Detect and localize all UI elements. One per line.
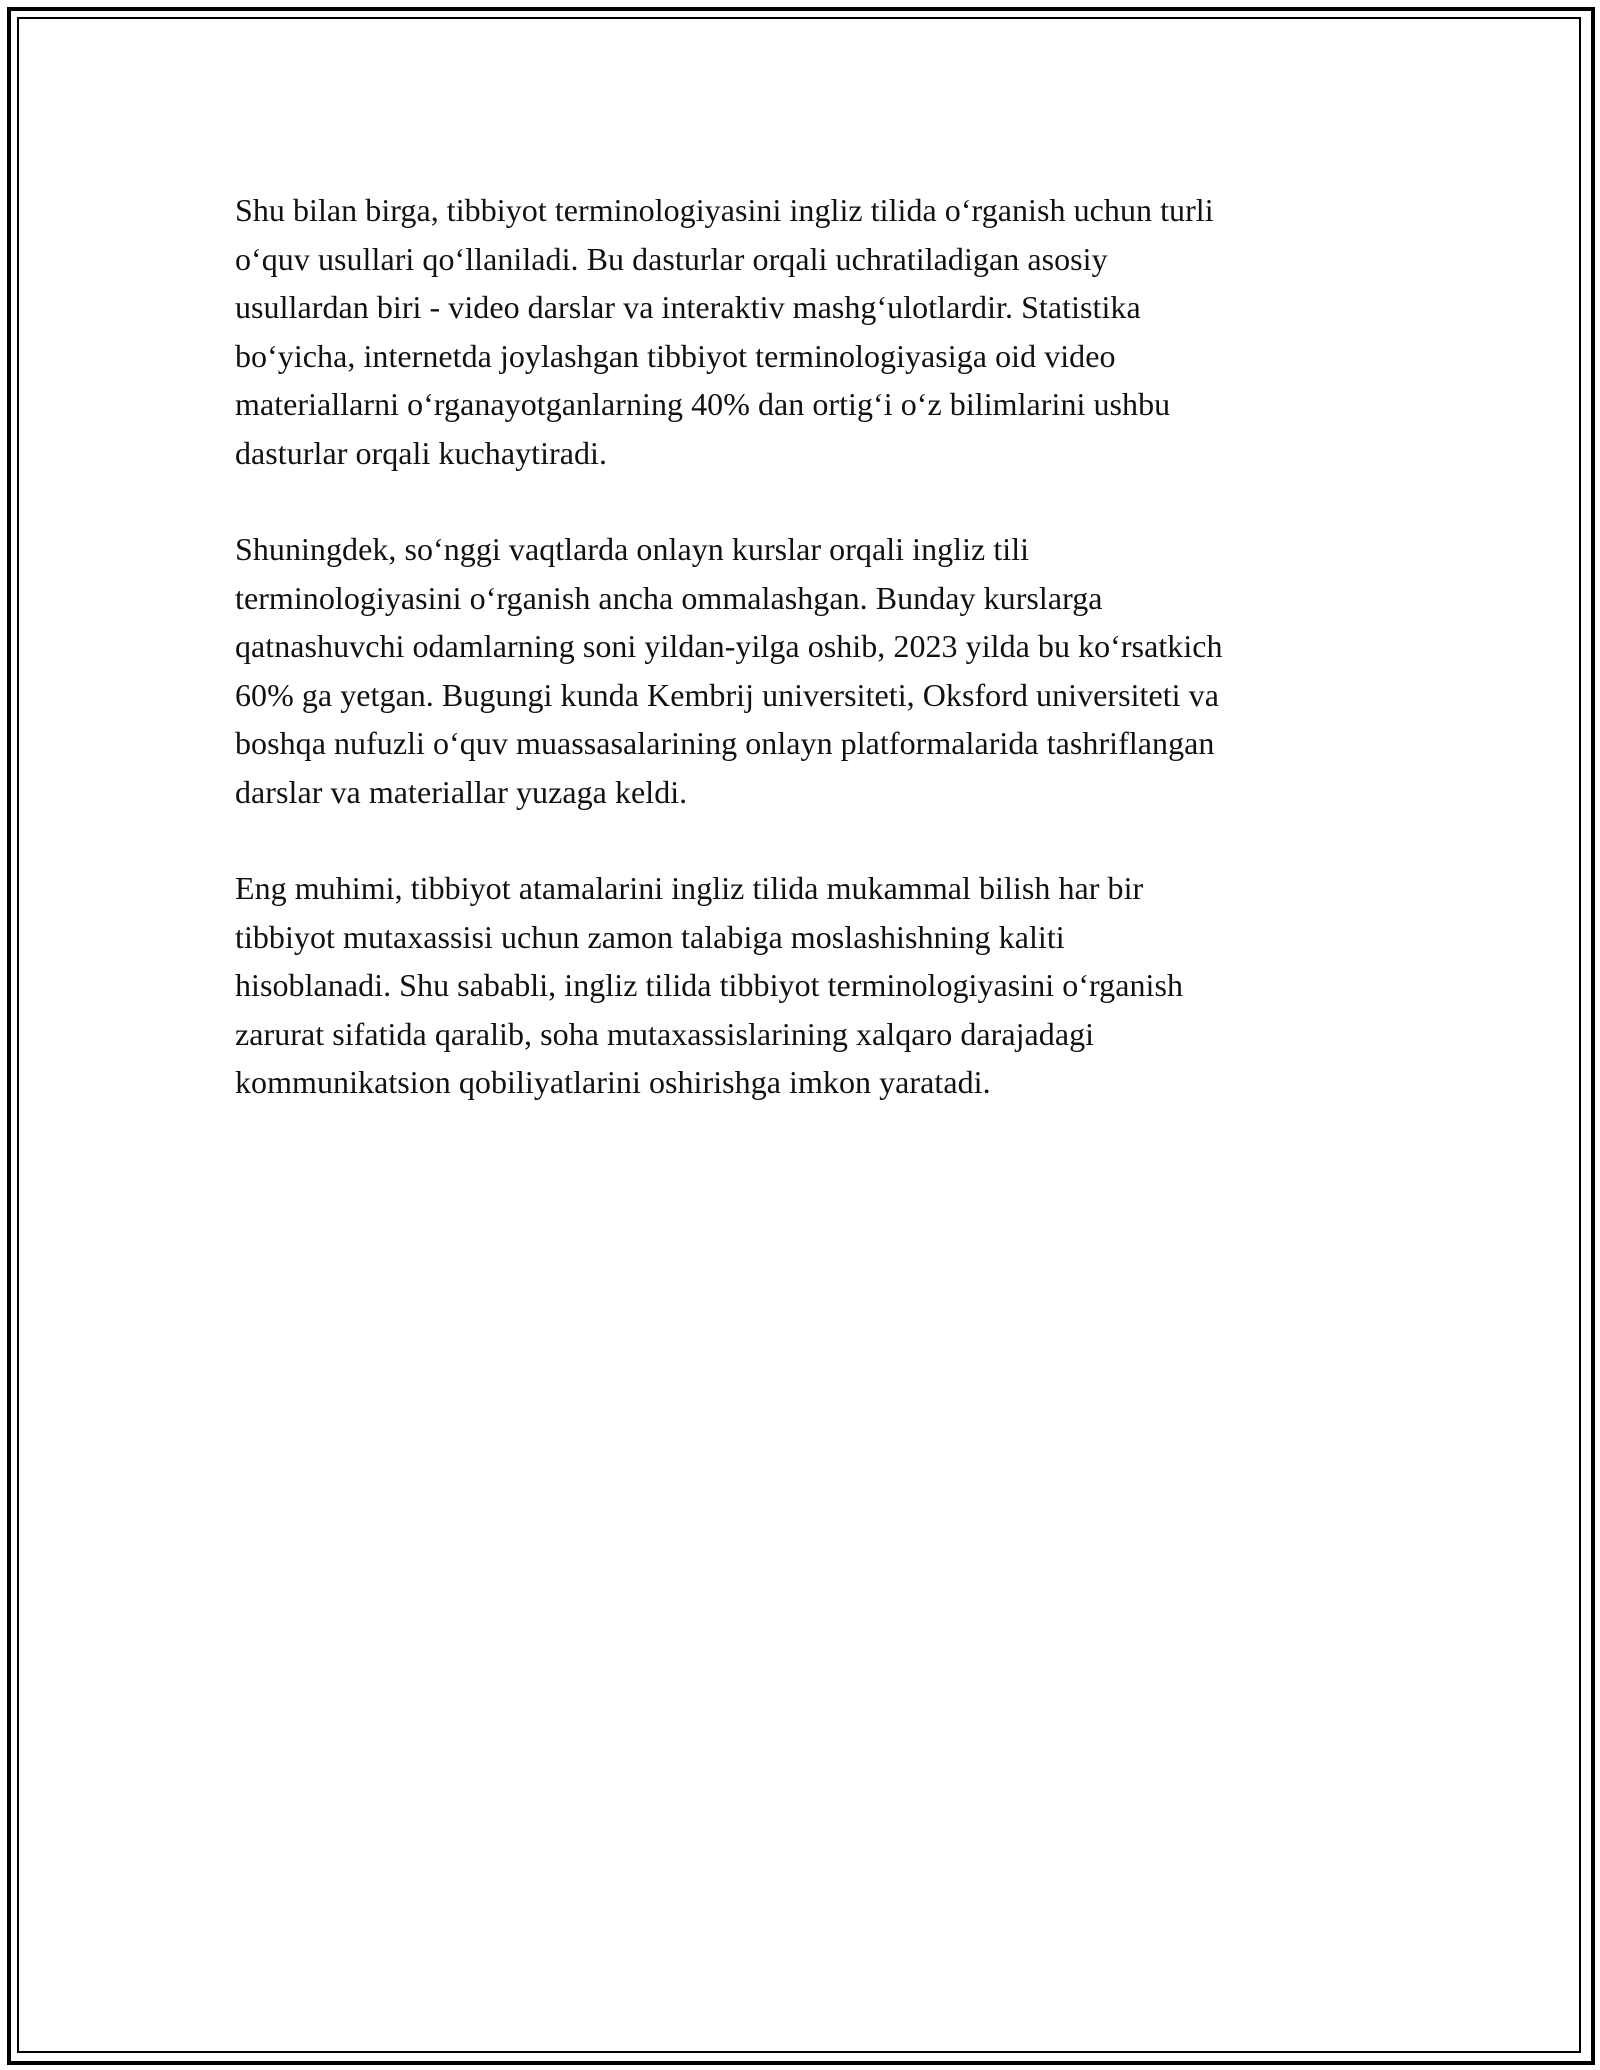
paragraph-conclusion: Eng muhimi, tibbiyot atamalarini ingliz tilida mukammal bilish har bir tibbiyot mutaxassisi uchun zamon talabiga moslashishning kaliti hisoblanadi. Shu sababli, ingliz tilida tibbiyot terminologiyasini o‘rganish zarurat sifatida qaralib, soha mutaxassislarining xalqaro darajadagi kommunikatsion qobiliyatlarini oshirishga imkon yaratadi. xyxy=(235,870,1184,1100)
document-body xyxy=(235,186,1370,1155)
paragraph-teaching-methods: Shu bilan birga, tibbiyot terminologiyasini ingliz tilida o‘rganish uchun turli o‘quv usullari qo‘llaniladi. Bu dasturlar orqali uchratiladigan asosiy usullardan biri - video darslar va interaktiv mashg‘ulotlardir. Statistika bo‘yicha, internetda joylashgan tibbiyot terminologiyasiga oid video materiallarni o‘rganayotganlarning 40% dan ortig‘i o‘z bilimlarini ushbu dasturlar orqali kuchaytiradi. xyxy=(235,192,1214,471)
paragraph-online-courses: Shuningdek, so‘nggi vaqtlarda onlayn kurslar orqali ingliz tili terminologiyasini o‘rganish ancha ommalashgan. Bunday kurslarga qatnashuvchi odamlarning soni yildan-yilga oshib, 2023 yilda bu ko‘rsatkich 60% ga yetgan. Bugungi kunda Kembrij universiteti, Oksford universiteti va boshqa nufuzli o‘quv muassasalarining onlayn platformalarida tashriflangan darslar va materiallar yuzaga keldi. xyxy=(235,531,1223,810)
